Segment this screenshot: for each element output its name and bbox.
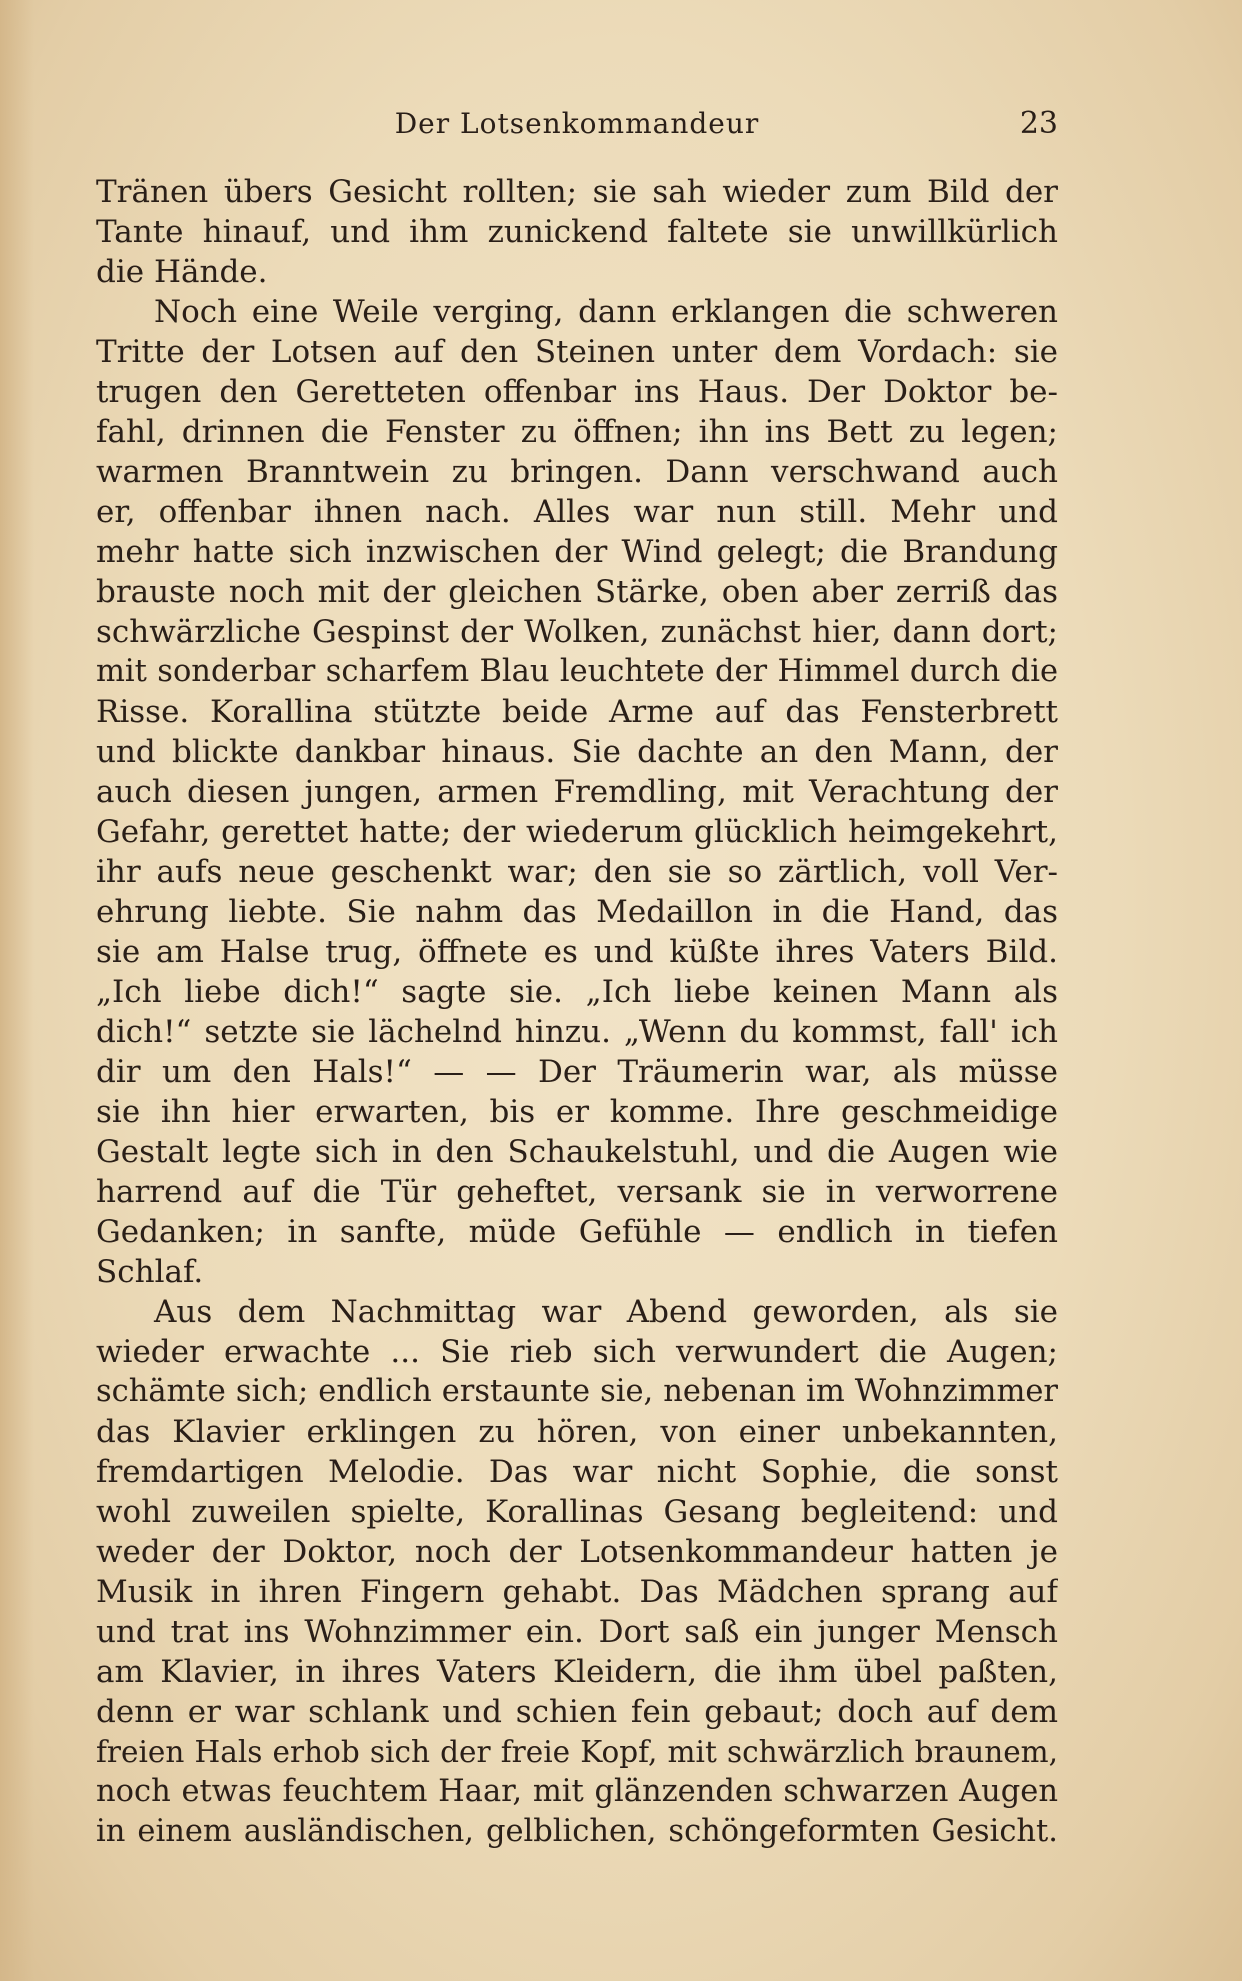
text-line: brauste noch mit der gleichen Stärke, oben aber zerriß das (96, 574, 1058, 610)
text-line: er, offenbar ihnen nach. Alles war nun still. Mehr und (96, 494, 1058, 530)
text-line: sie ihn hier erwarten, bis er komme. Ihre geschmeidige (96, 1094, 1058, 1130)
text-line: das Klavier erklingen zu hören, von einer unbekannten, (96, 1414, 1058, 1450)
text-line: freien Hals erhob sich der freie Kopf, mit schwärzlich braunem, (96, 1735, 1058, 1769)
text-line: fahl, drinnen die Fenster zu öffnen; ihn ins Bett zu legen; (96, 414, 1058, 450)
page-number: 23 (1019, 106, 1058, 141)
text-line: und trat ins Wohnzimmer ein. Dort saß ein junger Mensch (96, 1614, 1058, 1650)
text-line: auch diesen jungen, armen Fremdling, mit Verachtung der (96, 774, 1058, 810)
text-line: noch etwas feuchtem Haar, mit glänzenden schwarzen Augen (96, 1774, 1058, 1809)
body-text (96, 172, 1058, 1852)
text-line: dich!“ setzte sie lächelnd hinzu. „Wenn du kommst, fall' ich (96, 1014, 1058, 1050)
text-line: und blickte dankbar hinaus. Sie dachte an den Mann, der (96, 734, 1058, 770)
text-line: Gestalt legte sich in den Schaukelstuhl, und die Augen wie (96, 1134, 1058, 1170)
text-line: Tritte der Lotsen auf den Steinen unter dem Vordach: sie (96, 334, 1058, 370)
text-line: die Hände. (96, 254, 268, 290)
text-line: Noch eine Weile verging, dann erklangen die schweren (154, 294, 1058, 330)
text-line: sie am Halse trug, öffnete es und küßte ihres Vaters Bild. (96, 934, 1058, 970)
text-line: weder der Doktor, noch der Lotsenkommandeur hatten je (96, 1534, 1058, 1570)
text-line: warmen Branntwein zu bringen. Dann verschwand auch (96, 454, 1058, 490)
text-line: ihr aufs neue geschenkt war; den sie so zärtlich, voll Ver- (96, 854, 1058, 890)
text-line: dir um den Hals!“ — — Der Träumerin war, als müsse (96, 1054, 1058, 1090)
text-line: wohl zuweilen spielte, Korallinas Gesang begleitend: und (96, 1494, 1058, 1530)
text-line: Gedanken; in sanfte, müde Gefühle — endlich in tiefen (96, 1214, 1058, 1250)
text-line: Tränen übers Gesicht rollten; sie sah wieder zum Bild der (96, 174, 1058, 210)
text-line: mehr hatte sich inzwischen der Wind gelegt; die Brandung (96, 534, 1058, 570)
text-line: ehrung liebte. Sie nahm das Medaillon in die Hand, das (96, 894, 1058, 930)
text-line: schämte sich; endlich erstaunte sie, nebenan im Wohnzimmer (96, 1374, 1058, 1409)
text-line: Musik in ihren Fingern gehabt. Das Mädchen sprang auf (96, 1574, 1058, 1610)
text-line: Gefahr, gerettet hatte; der wiederum glücklich heimgekehrt, (96, 814, 1058, 850)
text-line: in einem ausländischen, gelblichen, schöngeformten Gesicht. (96, 1814, 1058, 1849)
text-line: schwärzliche Gespinst der Wolken, zunächst hier, dann dort; (96, 614, 1058, 650)
page-edge-shadow (0, 0, 34, 1981)
text-line: „Ich liebe dich!“ sagte sie. „Ich liebe keinen Mann als (96, 974, 1058, 1010)
text-line: Schlaf. (96, 1254, 204, 1290)
text-line: harrend auf die Tür geheftet, versank sie in verworrene (96, 1174, 1058, 1210)
text-line: Risse. Korallina stützte beide Arme auf das Fensterbrett (96, 694, 1058, 730)
text-line: mit sonderbar scharfem Blau leuchtete der Himmel durch die (96, 654, 1058, 689)
text-line: Aus dem Nachmittag war Abend geworden, als sie (154, 1294, 1058, 1330)
text-line: trugen den Geretteten offenbar ins Haus. Der Doktor be- (96, 374, 1058, 410)
text-line: Tante hinauf, und ihm zunickend faltete sie unwillkürlich (96, 214, 1058, 250)
text-line: denn er war schlank und schien fein gebaut; doch auf dem (96, 1694, 1058, 1730)
text-line: am Klavier, in ihres Vaters Kleidern, die ihm übel paßten, (96, 1654, 1058, 1690)
text-line: wieder erwachte ... Sie rieb sich verwundert die Augen; (96, 1334, 1058, 1370)
running-head: Der Lotsenkommandeur (394, 107, 760, 140)
page-header (96, 104, 1058, 144)
text-line: fremdartigen Melodie. Das war nicht Sophie, die sonst (96, 1454, 1058, 1490)
